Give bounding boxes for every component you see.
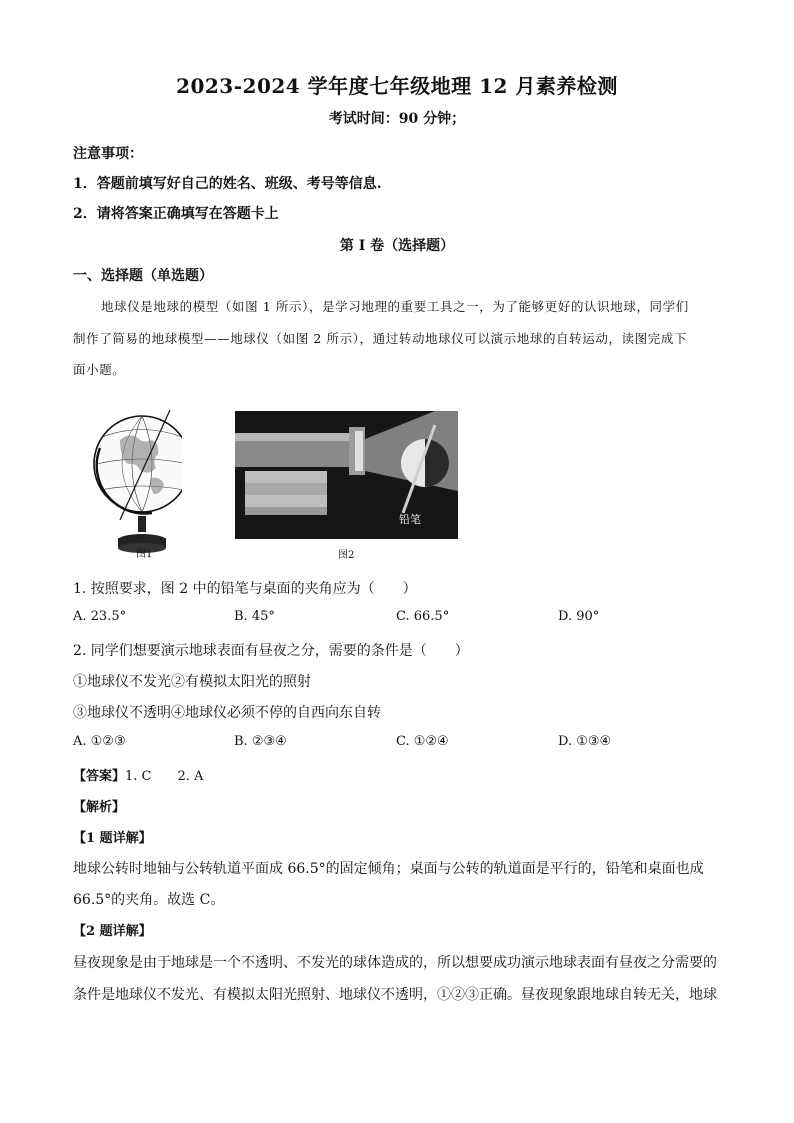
exam-time: 考试时间：90 分钟； — [328, 111, 466, 127]
volume-heading: 第 I 卷（选择题） — [339, 238, 455, 254]
question-1-option-b: B. 45° — [234, 609, 275, 624]
question-2-option-b: B. ②③④ — [234, 734, 287, 749]
intro-line-3: 面小题。 — [73, 362, 126, 377]
question-1-option-c: C. 66.5° — [396, 609, 450, 624]
globe-figure — [92, 392, 182, 562]
flashlight-globe-photo — [235, 411, 458, 539]
figure-1-caption: 图1 — [136, 549, 153, 560]
question-1-option-d: D. 90° — [558, 609, 600, 624]
analysis-tag-text: 【解析】 — [73, 800, 126, 815]
part-heading: 一、选择题（单选题） — [73, 268, 213, 284]
q1-detail-tag — [73, 827, 152, 846]
answer-tag: 【答案】 — [73, 769, 126, 784]
q1-detail-line-2: 66.5°的夹角。故选 C。 — [73, 892, 225, 908]
intro-line-1: 地球仪是地球的模型（如图 1 所示），是学习地理的重要工具之一，为了能够更好的认识地球，同学们 — [101, 299, 689, 314]
notice-item-1: 1．答题前填写好自己的姓名、班级、考号等信息. — [73, 176, 382, 192]
q2-detail-line-1: 昼夜现象是由于地球是一个不透明、不发光的球体造成的，所以想要成功演示地球表面有昼夜之分需要的 — [73, 955, 717, 971]
question-2-condition-2: ③地球仪不透明④地球仪必须不停的自西向东自转 — [73, 705, 381, 721]
notice-item-2: 2．请将答案正确填写在答题卡上 — [73, 206, 279, 222]
page-title: 2023-2024 学年度七年级地理 12 月素养检测 — [176, 74, 618, 98]
question-2-option-c: C. ①②④ — [396, 734, 449, 749]
analysis-tag — [73, 796, 125, 815]
question-1-option-a: A. 23.5° — [73, 609, 127, 624]
question-2-option-a: A. ①②③ — [73, 734, 126, 749]
question-2-stem: 2. 同学们想要演示地球表面有昼夜之分，需要的条件是（ ） — [73, 643, 469, 659]
figure-2-caption: 图2 — [338, 550, 355, 561]
q2-detail-tag — [73, 920, 152, 939]
intro-line-2: 制作了简易的地球模型——地球仪（如图 2 所示），通过转动地球仪可以演示地球的自转运动，读图完成下 — [73, 331, 688, 346]
question-2-option-d: D. ①③④ — [558, 734, 612, 749]
pencil-label: 铅笔 — [399, 513, 421, 526]
answer-text: 1. C 2. A — [125, 769, 204, 784]
globe-icon — [92, 392, 182, 562]
flashlight-figure — [235, 411, 458, 539]
q1-detail-tag-text: 【1 题详解】 — [73, 831, 152, 846]
question-2-condition-1: ①地球仪不发光②有模拟太阳光的照射 — [73, 674, 311, 690]
q2-detail-tag-text: 【2 题详解】 — [73, 924, 152, 939]
question-1-stem: 1. 按照要求，图 2 中的铅笔与桌面的夹角应为（ ） — [73, 581, 417, 597]
notice-heading: 注意事项： — [73, 146, 143, 162]
q2-detail-line-2: 条件是地球仪不发光、有模拟太阳光照射、地球仪不透明，①②③正确。昼夜现象跟地球自转无关，地球 — [73, 987, 717, 1003]
q1-detail-line-1: 地球公转时地轴与公转轨道平面成 66.5°的固定倾角；桌面与公转的轨道面是平行的，铅笔和桌面也成 — [73, 861, 704, 877]
answer-line — [73, 765, 203, 784]
